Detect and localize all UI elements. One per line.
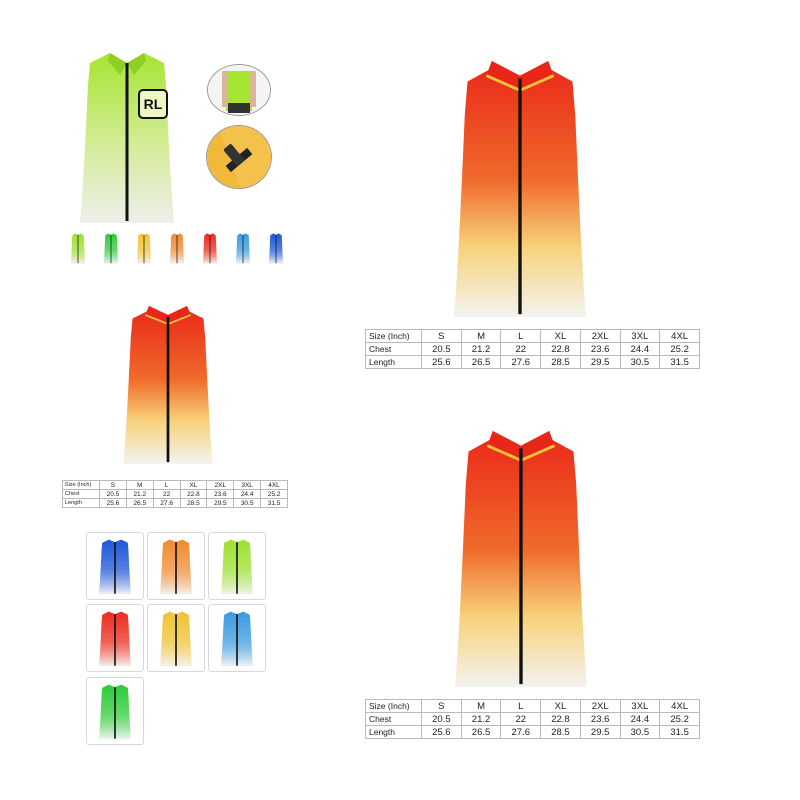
measure-value: 28.5 bbox=[541, 726, 581, 739]
measure-value: 23.6 bbox=[207, 490, 234, 499]
measure-value: 24.4 bbox=[620, 713, 660, 726]
size-label: L bbox=[153, 481, 180, 490]
measure-value: 20.5 bbox=[100, 490, 127, 499]
measure-value: 31.5 bbox=[261, 499, 288, 508]
swatch-red[interactable] bbox=[202, 232, 218, 269]
variant-tile-lightblue[interactable] bbox=[208, 604, 266, 672]
zipper-detail-graphic bbox=[207, 126, 271, 188]
measure-value: 29.5 bbox=[580, 356, 620, 369]
measure-value: 23.6 bbox=[580, 713, 620, 726]
measure-value: 30.5 bbox=[620, 726, 660, 739]
measure-label: Length bbox=[366, 356, 422, 369]
measure-value: 25.2 bbox=[660, 343, 700, 356]
measure-value: 20.5 bbox=[422, 343, 462, 356]
green-vest-logo-image bbox=[72, 45, 182, 225]
measure-value: 28.5 bbox=[180, 499, 207, 508]
variant-tile-yellow[interactable] bbox=[147, 604, 205, 672]
measure-value: 22 bbox=[501, 713, 541, 726]
measure-value: 29.5 bbox=[580, 726, 620, 739]
measure-value: 25.2 bbox=[660, 713, 700, 726]
swatch-green[interactable] bbox=[103, 232, 119, 269]
size-label: 2XL bbox=[580, 330, 620, 343]
size-label: M bbox=[126, 481, 153, 490]
size-label: 4XL bbox=[261, 481, 288, 490]
measure-value: 22 bbox=[501, 343, 541, 356]
swatch-lightblue[interactable] bbox=[235, 232, 251, 269]
measure-value: 21.2 bbox=[461, 343, 501, 356]
size-chart-header: Size (Inch) bbox=[366, 700, 422, 713]
measure-label: Chest bbox=[366, 713, 422, 726]
green-vest-graphic bbox=[72, 45, 182, 225]
size-label: 2XL bbox=[580, 700, 620, 713]
size-chart-small bbox=[62, 480, 288, 508]
measure-value: 25.2 bbox=[261, 490, 288, 499]
model-detail-circle bbox=[207, 64, 271, 116]
measure-value: 25.6 bbox=[100, 499, 127, 508]
measure-label: Chest bbox=[63, 490, 100, 499]
size-label: XL bbox=[541, 700, 581, 713]
swatch-yellow[interactable] bbox=[136, 232, 152, 269]
size-label: 3XL bbox=[620, 330, 660, 343]
size-label: S bbox=[100, 481, 127, 490]
red-vest-large-graphic-bottom bbox=[447, 425, 595, 690]
red-vest-large-image-bottom bbox=[447, 425, 595, 690]
swatch-lightgreen[interactable] bbox=[70, 232, 86, 269]
measure-value: 26.5 bbox=[461, 356, 501, 369]
measure-value: 31.5 bbox=[660, 726, 700, 739]
measure-value: 23.6 bbox=[580, 343, 620, 356]
measure-value: 26.5 bbox=[461, 726, 501, 739]
red-vest-large-image-top bbox=[446, 55, 594, 320]
measure-value: 21.2 bbox=[461, 713, 501, 726]
size-label: S bbox=[422, 700, 462, 713]
red-vest-small-image bbox=[118, 295, 218, 473]
measure-value: 22.8 bbox=[541, 713, 581, 726]
measure-value: 30.5 bbox=[234, 499, 261, 508]
size-label: L bbox=[501, 330, 541, 343]
color-swatch-row bbox=[70, 232, 290, 266]
measure-value: 29.5 bbox=[207, 499, 234, 508]
variant-tile-orange[interactable] bbox=[147, 532, 205, 600]
swatch-blue[interactable] bbox=[268, 232, 284, 269]
size-label: M bbox=[461, 330, 501, 343]
zipper-detail-circle bbox=[206, 125, 272, 189]
variant-tile-blue[interactable] bbox=[86, 532, 144, 600]
measure-value: 22.8 bbox=[541, 343, 581, 356]
measure-value: 20.5 bbox=[422, 713, 462, 726]
measure-value: 26.5 bbox=[126, 499, 153, 508]
model-detail-graphic bbox=[208, 65, 270, 115]
rl-logo: RL bbox=[138, 89, 168, 119]
measure-value: 28.5 bbox=[541, 356, 581, 369]
size-chart-top bbox=[365, 329, 700, 369]
measure-value: 21.2 bbox=[126, 490, 153, 499]
size-chart-bottom bbox=[365, 699, 700, 739]
measure-label: Chest bbox=[366, 343, 422, 356]
size-label: XL bbox=[180, 481, 207, 490]
measure-label: Length bbox=[366, 726, 422, 739]
measure-value: 24.4 bbox=[234, 490, 261, 499]
size-label: M bbox=[461, 700, 501, 713]
measure-label: Length bbox=[63, 499, 100, 508]
size-label: S bbox=[422, 330, 462, 343]
variant-tile-green[interactable] bbox=[208, 532, 266, 600]
measure-value: 24.4 bbox=[620, 343, 660, 356]
measure-value: 27.6 bbox=[153, 499, 180, 508]
variant-tile-red[interactable] bbox=[86, 604, 144, 672]
measure-value: 30.5 bbox=[620, 356, 660, 369]
swatch-orange[interactable] bbox=[169, 232, 185, 269]
size-label: L bbox=[501, 700, 541, 713]
measure-value: 31.5 bbox=[660, 356, 700, 369]
size-label: 2XL bbox=[207, 481, 234, 490]
measure-value: 22.8 bbox=[180, 490, 207, 499]
red-vest-large-graphic-top bbox=[446, 55, 594, 320]
measure-value: 25.6 bbox=[422, 356, 462, 369]
size-chart-header: Size (Inch) bbox=[366, 330, 422, 343]
size-label: XL bbox=[541, 330, 581, 343]
size-label: 3XL bbox=[620, 700, 660, 713]
measure-value: 25.6 bbox=[422, 726, 462, 739]
size-label: 3XL bbox=[234, 481, 261, 490]
red-vest-small-graphic bbox=[118, 295, 218, 473]
measure-value: 27.6 bbox=[501, 356, 541, 369]
measure-value: 22 bbox=[153, 490, 180, 499]
size-label: 4XL bbox=[660, 700, 700, 713]
size-chart-header: Size (Inch) bbox=[63, 481, 100, 490]
measure-value: 27.6 bbox=[501, 726, 541, 739]
variant-tile-darkgreen[interactable] bbox=[86, 677, 144, 745]
size-label: 4XL bbox=[660, 330, 700, 343]
